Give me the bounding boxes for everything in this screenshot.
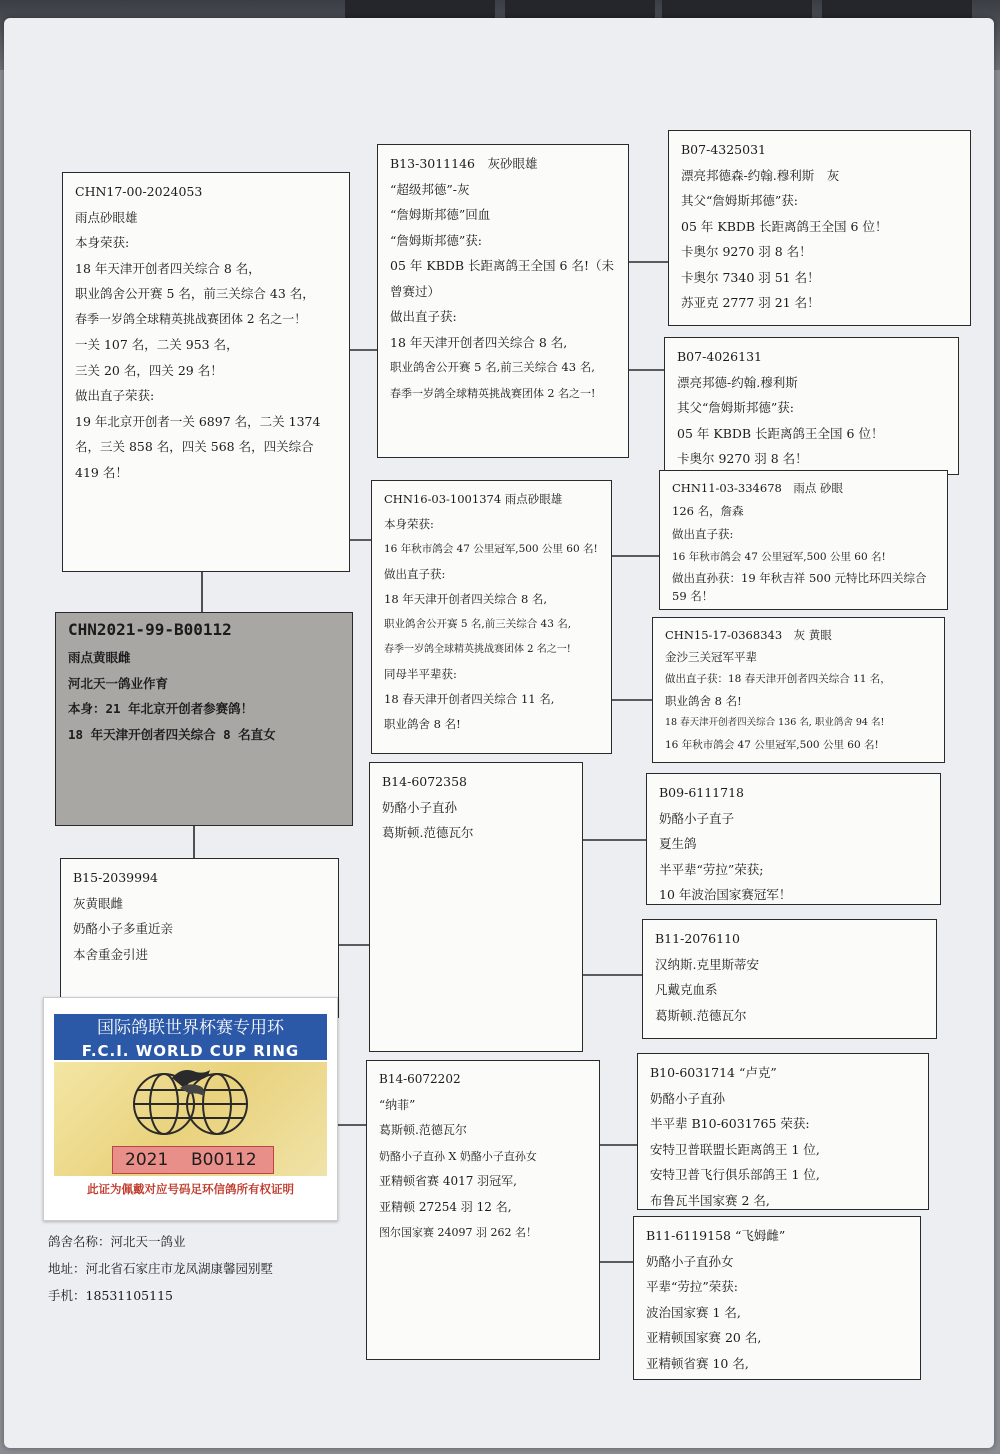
certificate-footer: 此证为佩戴对应号码足环信鸽所有权证明 bbox=[87, 1182, 294, 1196]
dd-line: 亚精顿 27254 羽 12 名, bbox=[379, 1199, 512, 1214]
dsd-line: 凡戴克血系 bbox=[655, 982, 718, 997]
dd-line: 奶酪小子直孙 X 奶酪小子直孙女 bbox=[379, 1149, 537, 1163]
dam-dam-card bbox=[366, 1060, 600, 1360]
dd-line: “纳菲” bbox=[379, 1097, 416, 1112]
ddd-line: 亚精顿省赛 10 名, bbox=[646, 1355, 749, 1371]
fci-ring-certificate bbox=[43, 997, 338, 1221]
dds-line: 安特卫普联盟长距离鸽王 1 位, bbox=[650, 1141, 820, 1157]
sss-line: 漂亮邦德森-约翰.穆利斯 灰 bbox=[681, 167, 840, 183]
ss-line: 春季一岁鸽全球精英挑战赛团体 2 名之一! bbox=[390, 386, 596, 400]
sds-line: 做出直子获: bbox=[672, 527, 734, 541]
sds-ring: CHN11-03-334678 雨点 砂眼 bbox=[672, 481, 843, 495]
sds-line: 126 名，詹森 bbox=[672, 504, 744, 518]
loft-name: 鸽舍名称：河北天一鸽业 bbox=[48, 1234, 186, 1249]
sd-line: 春季一岁鸽全球精英挑战赛团体 2 名之一! bbox=[384, 644, 571, 655]
sd-line: 做出直子获: bbox=[384, 567, 446, 581]
certificate-year: 2021 bbox=[125, 1150, 169, 1170]
dd-line: 亚精顿省赛 4017 羽冠军, bbox=[379, 1174, 517, 1188]
sire-line: 19 年北京开创者一关 6897 名，二关 1374 名，三关 858 名，四关 568 名，四关综合 419 名！ bbox=[75, 413, 321, 480]
dd-line: 葛斯顿.范德瓦尔 bbox=[379, 1123, 467, 1137]
subject-line: 18 年天津开创者四关综合 8 名直女 bbox=[68, 726, 276, 742]
sd-ring: CHN16-03-1001374 雨点砂眼雄 bbox=[384, 492, 563, 506]
sire-card bbox=[62, 172, 350, 572]
dds-ring: B10-6031714 “卢克” bbox=[650, 1065, 777, 1080]
sire-sire-dam-card bbox=[664, 337, 959, 475]
dds-line: 安特卫普飞行俱乐部鸽王 1 位, bbox=[650, 1167, 820, 1182]
sd-line: 18 春天津开创者四关综合 11 名, bbox=[384, 692, 555, 706]
dss-line: 奶酪小子直子 bbox=[659, 810, 735, 826]
sd-line: 16 年秋市鸽会 47 公里冠军,500 公里 60 名! bbox=[384, 543, 598, 555]
ssd-line: 05 年 KBDB 长距离鸽王全国 6 位！ bbox=[677, 425, 884, 441]
sd-line: 职业鸽舍 8 名! bbox=[384, 717, 461, 731]
dds-line: 布鲁瓦半国家赛 2 名, bbox=[650, 1192, 770, 1208]
subject-ring: CHN2021-99-B00112 bbox=[68, 620, 232, 639]
sire-line: 一关 107 名，二关 953 名， bbox=[75, 337, 239, 352]
dsd-line: 葛斯顿.范德瓦尔 bbox=[655, 1007, 747, 1023]
dam-line: 奶酪小子多重近亲 bbox=[73, 921, 174, 936]
sds-line: 16 年秋市鸽会 47 公里冠军,500 公里 60 名! bbox=[672, 551, 886, 563]
ssd-line: 漂亮邦德-约翰.穆利斯 bbox=[677, 374, 798, 390]
dds-line: 半平辈 B10-6031765 荣获: bbox=[650, 1116, 810, 1131]
loft-address: 地址：河北省石家庄市龙凤湖康馨园别墅 bbox=[48, 1261, 274, 1276]
sire-line: 职业鸽舍公开赛 5 名，前三关综合 43 名， bbox=[75, 286, 315, 301]
sdd-line: 18 春天津开创者四关综合 136 名, 职业鸽舍 94 名! bbox=[665, 717, 885, 728]
sire-line: 春季一岁鸽全球精英挑战赛团体 2 名之一！ bbox=[75, 311, 307, 326]
subject-line: 河北天一鸽业作育 bbox=[68, 675, 169, 691]
sss-line: 其父“詹姆斯邦德”获: bbox=[681, 193, 798, 208]
dsd-ring: B11-2076110 bbox=[655, 931, 740, 946]
ds-line: 奶酪小子直孙 bbox=[382, 799, 458, 815]
dam-dam-sire-card bbox=[637, 1053, 929, 1210]
sss-line: 苏亚克 2777 羽 21 名！ bbox=[681, 295, 820, 310]
sdd-line: 金沙三关冠军平辈 bbox=[665, 650, 757, 664]
ssd-line: 其父“詹姆斯邦德”获: bbox=[677, 400, 794, 415]
dd-ring: B14-6072202 bbox=[379, 1072, 461, 1086]
certificate-title-en: F.C.I. WORLD CUP RING bbox=[54, 1042, 327, 1060]
sire-line: 三关 20 名，四关 29 名！ bbox=[75, 362, 223, 378]
certificate-ring-number: B00112 bbox=[191, 1150, 257, 1170]
sss-line: 05 年 KBDB 长距离鸽王全国 6 位！ bbox=[681, 218, 888, 234]
ss-line: “詹姆斯邦德”回血 bbox=[390, 207, 491, 222]
dd-line: 图尔国家赛 24097 羽 262 名！ bbox=[379, 1226, 537, 1239]
sire-line: 做出直子荣获: bbox=[75, 388, 155, 403]
ssd-ring: B07-4026131 bbox=[677, 349, 762, 364]
sd-line: 职业鸽舍公开赛 5 名,前三关综合 43 名, bbox=[384, 618, 572, 630]
sire-ring: CHN17-00-2024053 bbox=[75, 184, 203, 199]
sss-ring: B07-4325031 bbox=[681, 142, 766, 157]
sire-sire-sire-card bbox=[668, 130, 971, 326]
loft-phone: 手机：18531105115 bbox=[48, 1288, 173, 1303]
subject-line: 本身：21 年北京开创者参赛鸽！ bbox=[68, 701, 254, 716]
ss-line: 职业鸽舍公开赛 5 名,前三关综合 43 名, bbox=[390, 360, 595, 374]
dam-dam-dam-card bbox=[633, 1216, 921, 1380]
sire-dam-sire-card bbox=[659, 470, 948, 610]
dds-line: 奶酪小子直孙 bbox=[650, 1090, 726, 1106]
sdd-line: 职业鸽舍 8 名! bbox=[665, 694, 742, 708]
dam-sire-dam-card bbox=[642, 919, 937, 1039]
ss-line: 做出直子获: bbox=[390, 309, 457, 324]
sire-line: 雨点砂眼雄 bbox=[75, 209, 138, 225]
ss-line: “詹姆斯邦德”获: bbox=[390, 232, 482, 248]
sd-line: 同母半平辈获: bbox=[384, 667, 457, 681]
loft-info bbox=[48, 1228, 273, 1309]
sd-line: 本身荣获: bbox=[384, 517, 434, 531]
dss-line: 夏生鸽 bbox=[659, 836, 697, 851]
dam-card bbox=[60, 858, 339, 1018]
subject-pigeon-card bbox=[55, 612, 353, 826]
ddd-line: 平辈“劳拉”荣获: bbox=[646, 1279, 738, 1294]
sdd-line: 16 年秋市鸽会 47 公里冠军,500 公里 60 名! bbox=[665, 739, 879, 751]
certificate-number-box bbox=[112, 1146, 274, 1174]
sss-line: 卡奥尔 9270 羽 8 名！ bbox=[681, 244, 812, 259]
dam-line: 灰黄眼雌 bbox=[73, 895, 124, 911]
sire-sire-card bbox=[377, 144, 629, 458]
sire-line: 本身荣获: bbox=[75, 235, 130, 250]
sire-dam-card bbox=[371, 480, 612, 754]
ddd-line: 波治国家赛 1 名, bbox=[646, 1304, 741, 1320]
dss-line: 半平辈“劳拉”荣获; bbox=[659, 861, 764, 877]
sire-line: 18 年天津开创者四关综合 8 名， bbox=[75, 260, 261, 276]
ds-line: 葛斯顿.范德瓦尔 bbox=[382, 825, 474, 840]
sdd-line: 做出直子获：18 春天津开创者四关综合 11 名， bbox=[665, 673, 891, 685]
dss-line: 10 年波治国家赛冠军！ bbox=[659, 887, 792, 902]
ddd-line: 亚精顿国家赛 20 名, bbox=[646, 1330, 762, 1345]
dam-ring: B15-2039994 bbox=[73, 870, 158, 885]
sire-dam-dam-card bbox=[652, 617, 945, 763]
sd-line: 18 年天津开创者四关综合 8 名, bbox=[384, 592, 548, 606]
dam-line: 本舍重金引进 bbox=[73, 946, 149, 962]
certificate-title-cn: 国际鸽联世界杯赛专用环 bbox=[54, 1014, 327, 1042]
ss-line: 18 年天津开创者四关综合 8 名, bbox=[390, 334, 568, 350]
dsd-line: 汉纳斯.克里斯蒂安 bbox=[655, 956, 759, 972]
ss-line: 05 年 KBDB 长距离鸽王全国 6 名!（未曾赛过） bbox=[390, 258, 614, 299]
dam-sire-sire-card bbox=[646, 773, 941, 905]
ddd-ring: B11-6119158 “飞姆雌” bbox=[646, 1228, 786, 1243]
sdd-ring: CHN15-17-0368343 灰 黄眼 bbox=[665, 628, 832, 642]
sss-line: 卡奥尔 7340 羽 51 名！ bbox=[681, 269, 820, 285]
ss-line: “超级邦德”-灰 bbox=[390, 181, 470, 197]
ddd-line: 奶酪小子直孙女 bbox=[646, 1253, 734, 1269]
ssd-line: 卡奥尔 9270 羽 8 名！ bbox=[677, 451, 808, 466]
dam-sire-card bbox=[369, 762, 583, 1052]
ss-ring: B13-3011146 灰砂眼雄 bbox=[390, 156, 538, 171]
dss-ring: B09-6111718 bbox=[659, 785, 744, 800]
sds-line: 做出直孙获：19 年秋吉祥 500 元特比环四关综合 59 名！ bbox=[672, 571, 927, 603]
ds-ring: B14-6072358 bbox=[382, 774, 467, 789]
subject-line: 雨点黄眼雌 bbox=[68, 650, 131, 665]
